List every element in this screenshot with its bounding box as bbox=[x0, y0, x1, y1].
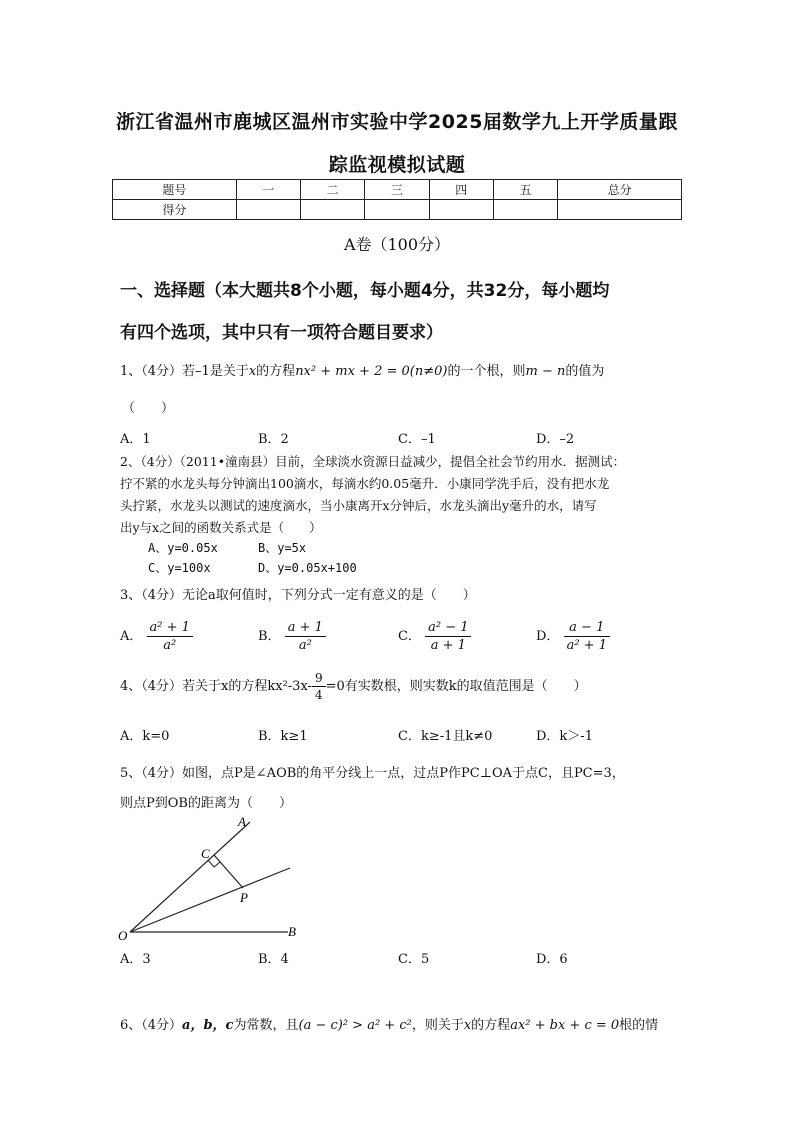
q5-option-b: B．4 bbox=[258, 952, 289, 967]
q3-option-a-label: A． bbox=[120, 629, 143, 644]
question-1 bbox=[120, 360, 604, 379]
q5-line2: 则点P到OB的距离为（ ） bbox=[120, 796, 292, 811]
q3-option-d-denominator: a² + 1 bbox=[566, 638, 607, 653]
score-cell bbox=[493, 200, 557, 220]
q3-option-c-denominator: a + 1 bbox=[430, 638, 466, 653]
score-header-cell: 三 bbox=[365, 180, 429, 200]
q3-option-b bbox=[258, 620, 326, 653]
q3-option-d-label: D． bbox=[536, 629, 560, 644]
q3-option-c bbox=[398, 620, 471, 653]
q1-prefix: 1、（4分）若–1是关于 bbox=[120, 364, 249, 379]
q3-option-a bbox=[120, 620, 193, 653]
q6-mid2: ，则关于 bbox=[411, 1018, 464, 1033]
q3-option-c-label: C． bbox=[398, 629, 421, 644]
q4-option-a: A．k=0 bbox=[120, 729, 170, 744]
q3-option-b-numerator: a + 1 bbox=[285, 620, 326, 637]
q1-option-a: A．1 bbox=[120, 432, 151, 447]
q4-prefix: 4、（4分）若关于x的方程kx²-3x- bbox=[120, 679, 312, 694]
q5-option-a: A．3 bbox=[120, 952, 151, 967]
score-cell bbox=[236, 200, 300, 220]
q2-line1: 2、（4分）（2011•潼南县）目前，全球淡水资源日益减少，提倡全社会节约用水．据测试： bbox=[120, 454, 626, 469]
q3-option-b-fraction bbox=[285, 620, 326, 653]
question-6 bbox=[120, 1014, 658, 1033]
q2-line4: 出y与x之间的函数关系式是（ ） bbox=[120, 520, 322, 535]
q1-option-d: D．–2 bbox=[536, 432, 575, 447]
q1-equation: nx² + mx + 2 = 0 bbox=[295, 364, 410, 379]
score-cell bbox=[365, 200, 429, 220]
score-cell bbox=[558, 200, 682, 220]
q3-option-a-fraction bbox=[147, 620, 193, 653]
q3-option-c-fraction bbox=[425, 620, 471, 653]
exam-title-line1: 浙江省温州市鹿城区温州市实验中学2025届数学九上开学质量跟 bbox=[116, 111, 678, 133]
q6-var: x bbox=[463, 1018, 472, 1033]
q3-option-b-denominator: a² bbox=[298, 638, 312, 653]
label-p: P bbox=[240, 890, 248, 905]
right-angle-mark bbox=[208, 860, 220, 867]
score-header-cell: 总分 bbox=[558, 180, 682, 200]
q5-option-d: D．6 bbox=[536, 952, 568, 967]
q4-suffix: =0有实数根，则实数k的取值范围是（ ） bbox=[325, 679, 587, 694]
score-header-cell: 一 bbox=[236, 180, 300, 200]
q5-line1: 5、（4分）如图，点P是∠AOB的角平分线上一点，过点P作PC⊥OA于点C，且PC=3， bbox=[120, 766, 625, 781]
score-table-score-row bbox=[113, 200, 682, 220]
q4-option-c: C．k≥-1且k≠0 bbox=[398, 729, 493, 744]
score-row-label: 得分 bbox=[113, 200, 237, 220]
q2-option-a: A、y=0.05x bbox=[148, 541, 218, 555]
label-b: B bbox=[288, 924, 296, 939]
q3-option-d-numerator: a − 1 bbox=[564, 620, 610, 637]
q4-numerator: 9 bbox=[312, 671, 326, 687]
q6-equation: ax² + bx + c = 0 bbox=[510, 1018, 620, 1033]
score-cell bbox=[429, 200, 493, 220]
q1-suffix: 的一个根，则 bbox=[447, 364, 526, 379]
q1-expression: m − n bbox=[525, 364, 566, 379]
section1-heading-line1: 一、选择题（本大题共8个小题，每小题4分，共32分，每小题均 bbox=[120, 281, 610, 301]
q1-option-c: C．–1 bbox=[398, 432, 436, 447]
score-header-cell: 二 bbox=[300, 180, 364, 200]
q2-line2: 拧不紧的水龙头每分钟滴出100滴水，每滴水约0.05毫升．小康同学洗手后，没有把水龙 bbox=[120, 476, 610, 491]
score-header-cell: 五 bbox=[493, 180, 557, 200]
q4-option-b: B．k≥1 bbox=[258, 729, 308, 744]
ray-oa bbox=[130, 822, 250, 932]
label-c: C bbox=[201, 846, 210, 861]
q1-mid: 的方程 bbox=[256, 364, 296, 379]
label-o: O bbox=[118, 928, 128, 943]
q6-vars: a，b，c bbox=[182, 1018, 234, 1033]
q1-option-b: B．2 bbox=[258, 432, 289, 447]
q2-option-c: C、y=100x bbox=[148, 561, 211, 575]
q3-option-a-numerator: a² + 1 bbox=[147, 620, 193, 637]
section1-heading-line2: 有四个选项，其中只有一项符合题目要求） bbox=[120, 323, 443, 343]
q6-suffix: 根的情 bbox=[619, 1018, 659, 1033]
q6-inequality: (a − c)² > a² + c² bbox=[298, 1018, 412, 1033]
q2-option-b: B、y=5x bbox=[258, 541, 307, 555]
score-header-cell: 四 bbox=[429, 180, 493, 200]
question-3: 3、（4分）无论a取何值时，下列分式一定有意义的是（ ） bbox=[120, 588, 476, 603]
q3-option-a-denominator: a² bbox=[163, 638, 177, 653]
q6-mid: 为常数，且 bbox=[233, 1018, 299, 1033]
question-4 bbox=[120, 671, 587, 702]
angle-bisector-figure bbox=[110, 810, 310, 945]
exam-title-line2: 踪监视模拟试题 bbox=[328, 154, 466, 176]
q4-denominator: 4 bbox=[314, 688, 323, 702]
score-header-cell: 题号 bbox=[113, 180, 237, 200]
q1-end: 的值为 bbox=[565, 364, 605, 379]
question-2 bbox=[120, 451, 680, 539]
q3-option-d-fraction bbox=[564, 620, 610, 653]
bisector-op bbox=[130, 868, 290, 932]
score-table-header-row bbox=[113, 180, 682, 200]
q3-option-b-label: B． bbox=[258, 629, 281, 644]
perpendicular-pc bbox=[214, 855, 243, 888]
q2-line3: 头拧紧，水龙头以测试的速度滴水，当小康离开x分钟后，水龙头滴出y毫升的水，请写 bbox=[120, 498, 597, 513]
q1-condition: (n≠0) bbox=[409, 364, 448, 379]
q1-var: x bbox=[248, 364, 257, 379]
q5-option-c: C．5 bbox=[398, 952, 430, 967]
score-cell bbox=[300, 200, 364, 220]
q6-prefix: 6、（4分） bbox=[120, 1018, 183, 1033]
q1-answer-paren: （ ） bbox=[122, 401, 175, 416]
q2-option-d: D、y=0.05x+100 bbox=[258, 561, 357, 575]
q4-option-d: D．k＞-1 bbox=[536, 729, 593, 744]
q3-option-d bbox=[536, 620, 610, 653]
label-a: A bbox=[238, 814, 246, 829]
q3-option-c-numerator: a² − 1 bbox=[425, 620, 471, 637]
q4-fraction bbox=[312, 671, 326, 702]
q6-mid3: 的方程 bbox=[471, 1018, 511, 1033]
paper-title: A卷（100分） bbox=[343, 235, 451, 254]
score-table bbox=[112, 179, 682, 220]
